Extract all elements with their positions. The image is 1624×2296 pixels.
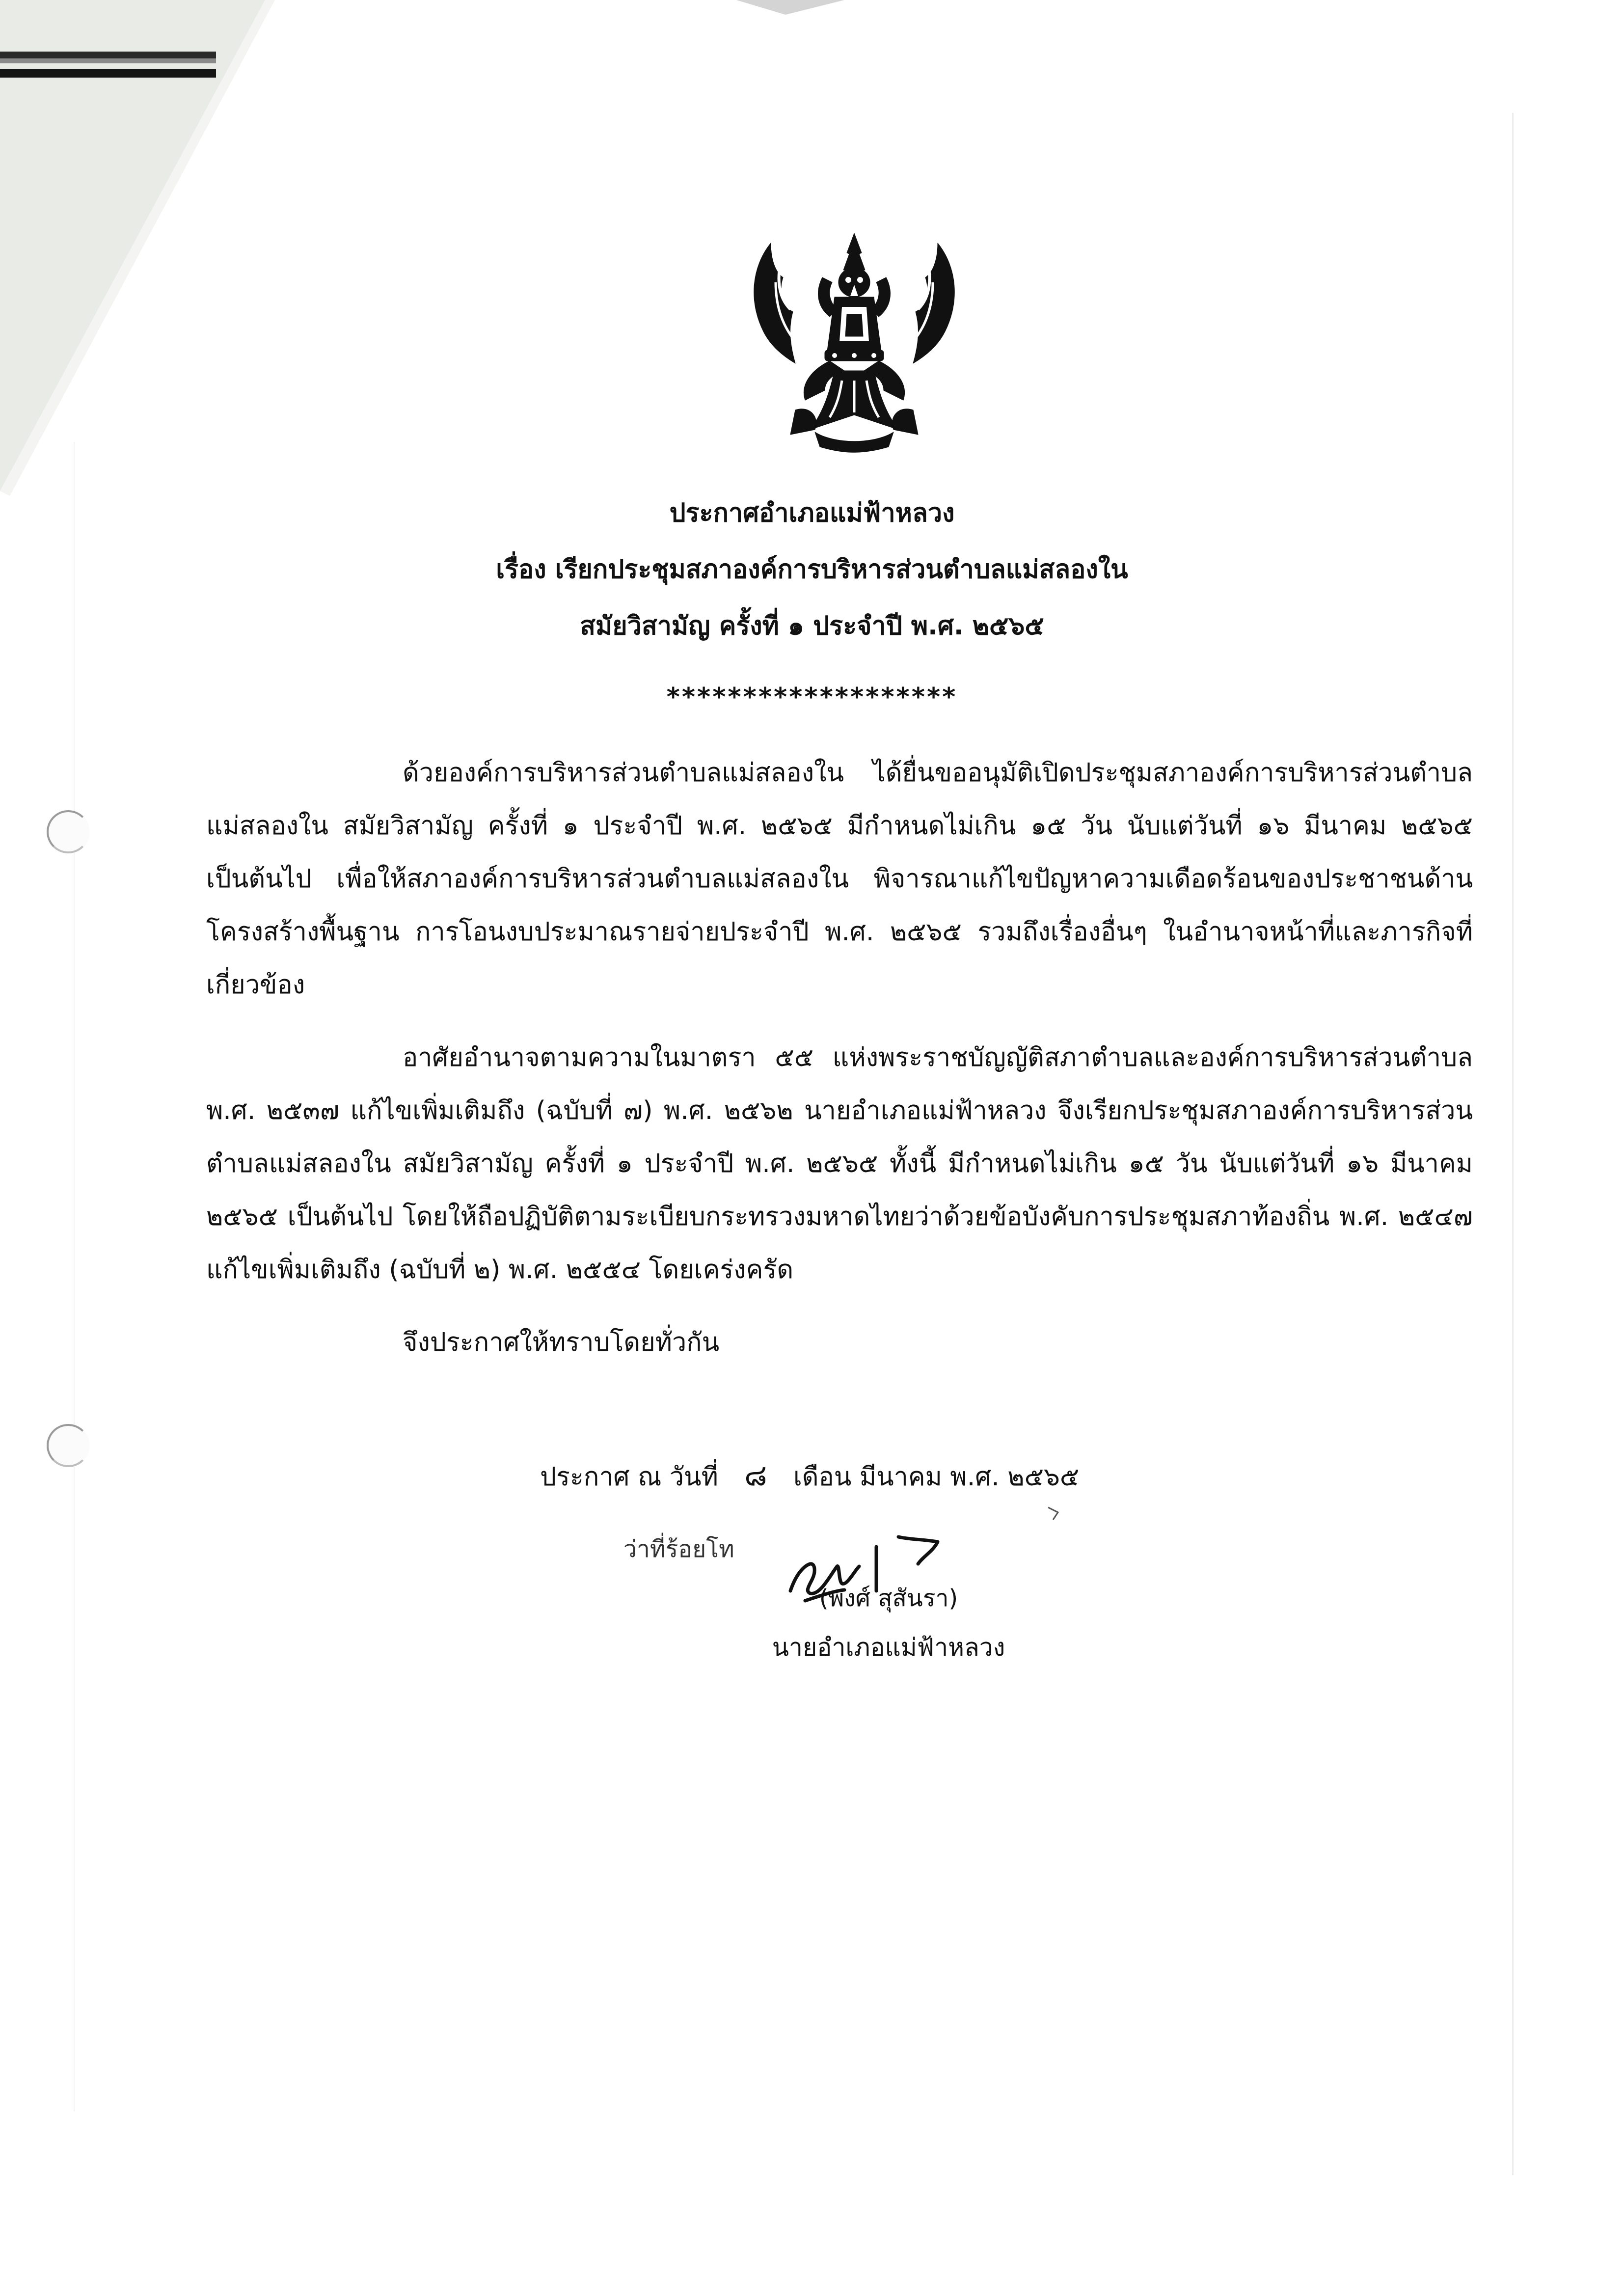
scan-line — [1512, 113, 1514, 2175]
body-paragraph-1: ด้วยองค์การบริหารส่วนตำบลแม่สลองใน ได้ยื่นขออนุมัติเปิดประชุมสภาองค์การบริหารส่วนตำบลแม่สลองใน สมัยวิสามัญ ครั้งที่ ๑ ประจำปี พ.ศ. ๒๕๖๕ มีกำหนดไม่เกิน ๑๕ วัน นับแต่วันที่ ๑๖ มีนาคม ๒๕๖๕ เป็นต้นไป เพื่อให้สภาองค์การบริหารส่วนตำบลแม่สลองใน พิจารณาแก้ไขปัญหาความเดือดร้อนของประชาชนด้านโครงสร้างพื้นฐาน การโอนงบประมาณรายจ่ายประจำปี พ.ศ. ๒๕๖๕ รวมถึงเรื่องอื่นๆ ในอำนาจหน้าที่และภารกิจที่เกี่ยวข้อง — [206, 758, 1473, 1000]
garuda-emblem — [736, 223, 972, 459]
scan-edge-shadow — [0, 49, 216, 83]
date-month-year: เดือน มีนาคม พ.ศ. ๒๕๖๕ — [793, 1462, 1080, 1492]
announcement-date — [540, 1456, 1079, 1497]
separator: ******************* — [666, 683, 958, 712]
punch-hole — [47, 810, 90, 853]
date-prefix: ประกาศ ณ วันที่ — [540, 1462, 718, 1492]
date-day-handwritten: ๘ — [744, 1458, 767, 1493]
signer-position: นายอำเภอแม่ฟ้าหลวง — [772, 1633, 1005, 1662]
body-paragraph-2: อาศัยอำนาจตามความในมาตรา ๕๕ แห่งพระราชบัญญัติสภาตำบลและองค์การบริหารส่วนตำบล พ.ศ. ๒๕๓๗ แก้ไขเพิ่มเติมถึง (ฉบับที่ ๗) พ.ศ. ๒๕๖๒ นายอำเภอแม่ฟ้าหลวง จึงเรียกประชุมสภาองค์การบริหารส่วนตำบลแม่สลองใน สมัยวิสามัญ ครั้งที่ ๑ ประจำปี พ.ศ. ๒๕๖๕ ทั้งนี้ มีกำหนดไม่เกิน ๑๕ วัน นับแต่วันที่ ๑๖ มีนาคม ๒๕๖๕ เป็นต้นไป โดยให้ถือปฏิบัติตามระเบียบกระทรวงมหาดไทยว่าด้วยข้อบังคับการประชุมสภาท้องถิ่น พ.ศ. ๒๕๔๗ แก้ไขเพิ่มเติมถึง (ฉบับที่ ๒) พ.ศ. ๒๕๕๔ โดยเคร่งครัด — [206, 1043, 1473, 1285]
signer-rank: ว่าที่ร้อยโท — [623, 1535, 734, 1563]
body-paragraph-3: จึงประกาศให้ทราบโดยทั่วกัน — [403, 1328, 720, 1357]
signer-name: (พงศ์ สุสันรา) — [819, 1585, 958, 1612]
ink-mark — [1046, 1503, 1065, 1522]
announcement-title: ประกาศอำเภอแม่ฟ้าหลวง — [669, 498, 955, 528]
announcement-session: สมัยวิสามัญ ครั้งที่ ๑ ประจำปี พ.ศ. ๒๕๖๕ — [580, 611, 1044, 641]
punch-hole — [47, 1424, 90, 1467]
announcement-subject: เรื่อง เรียกประชุมสภาองค์การบริหารส่วนตำบลแม่สลองใน — [496, 555, 1128, 584]
